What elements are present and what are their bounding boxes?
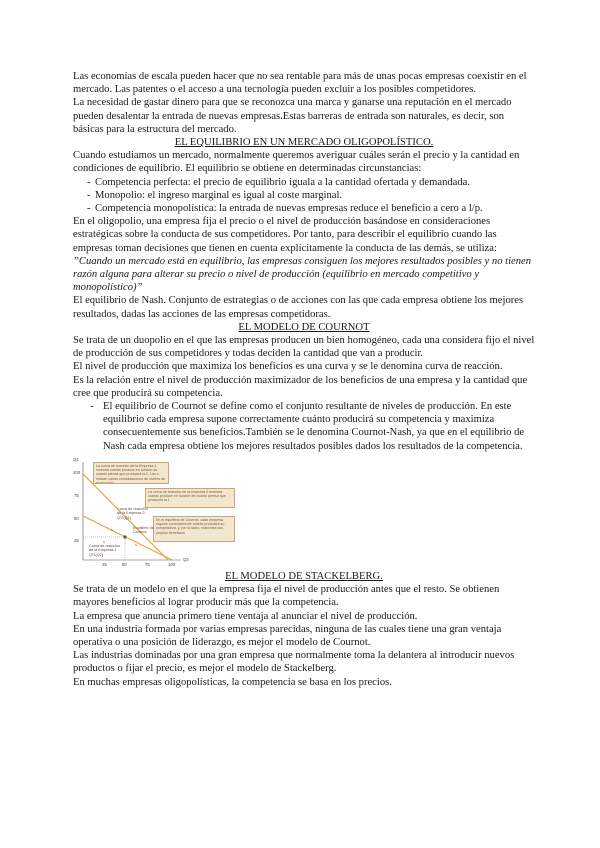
x-mark: x	[111, 526, 113, 532]
x-tick-label: 100	[168, 561, 176, 567]
stackelberg-paragraph-1: Se trata de un modelo en el que la empresa fija el nivel de producción antes que el resto. Se obtienen mayores beneficios al lograr producir más que la competencia.	[73, 584, 500, 609]
x-axis-label: Q2	[183, 556, 189, 562]
heading-equilibrio: EL EQUILIBRIO EN UN MERCADO OLIGOPOLÍSTICO.	[174, 137, 434, 149]
annotation-box-1: La curva de reacción de la Empresa 1 muestra cuánto produce en función de cuánto piensa que producirá la 2. Las x indican varias combinaciones de niveles de producción	[93, 462, 169, 484]
x-tick-label: 25	[102, 561, 107, 567]
y-tick-label: 50	[74, 515, 79, 521]
y-tick-label: 75	[74, 492, 79, 498]
y-tick-label: 25	[74, 537, 79, 543]
equilibrio-paragraph-2: En el oligopolio, una empresa fija el precio o el nivel de producción basándose en consideraciones estratégicas sobre la conducta de sus competidores. Por tanto, para describir el equilibrio cuando las empresas toman decisiones que tienen en cuenta explícitamente la conducta de las demás, se utiliza:	[73, 216, 497, 254]
stackelberg-paragraph-5: En muchas empresas oligopolísticas, la competencia se basa en los precios.	[73, 676, 392, 688]
stackelberg-paragraph-2: La empresa que anuncia primero tiene ventaja al anunciar el nivel de producción.	[73, 610, 418, 622]
y-axis-label: Q1	[73, 456, 79, 462]
annotation-box-2: La curva de reacción de la empresa 2 muestra cuánto produce en función de cuánto piensa que producirá la 1	[145, 488, 235, 508]
x-tick-label: 50	[122, 561, 127, 567]
list-item: - Competencia perfecta: el precio de equilibrio iguala a la cantidad ofertada y demandada.	[73, 176, 535, 189]
cournot-paragraph-2: El nivel de producción que maximiza los beneficios es una curva y se le denomina curva de reacción.	[73, 361, 503, 373]
list-item: - Competencia monopolística: la entrada de nuevas empresas reduce el beneficio a cero a l/p.	[73, 202, 535, 215]
intro-paragraph-1: Las economías de escala pueden hacer que no sea rentable para más de unas pocas empresas coexistir en el mercado. Las patentes o el acceso a una tecnología pueden excluir a los posibles competidores.	[73, 71, 527, 96]
y-tick-label: 100	[73, 469, 81, 475]
heading-stackelberg: EL MODELO DE STACKELBERG.	[225, 570, 383, 582]
stackelberg-paragraph-3: En una industria formada por varias empresas parecidas, ninguna de las cuales tiene una gran ventaja operativa o una posición de liderazgo, es mejor el modelo de Cournot.	[73, 623, 502, 648]
list-item: - El equilibrio de Cournot se define como el conjunto resultante de niveles de producción. En este equilibrio cada empresa supone correctamente cuánto producirá su competencia y maximiza consecuentemente sus beneficios.También se le denomina Cournot-Nash, ya que en el equilibrio de Nash cada empresa obtiene los mejores resultados posibles dados los resultados de la competencia.	[73, 400, 535, 453]
cournot-paragraph-1: Se trata de un duopolio en el que las empresas producen un bien homogéneo, cada una considera fijo el nivel de producción de sus competidores y todas deciden la cantidad que van a producir.	[73, 335, 535, 360]
label-curve-2: Curva de reacción de la Empresa 2 Q*2(Q1)	[117, 506, 148, 520]
x-mark: x	[135, 541, 137, 547]
intro-paragraph-2: La necesidad de gastar dinero para que se reconozca una marca y ganarse una reputación en el mercado pueden desalentar la entrada de nuevas empresas.Estas barreras de entrada son naturales, es decir, son básicas para la estructura del mercado.	[73, 97, 512, 135]
cournot-paragraph-3: Es la relación entre el nivel de producción maximizador de los beneficios de una empresa y la cantidad que cree que producirá su competencia.	[73, 374, 528, 399]
document-page	[73, 70, 535, 689]
label-equilibrium: Equilibrio de Cournot	[133, 525, 154, 535]
label-curve-1: Curva de reacción de la Empresa 1 Q*1(Q2)	[89, 543, 120, 557]
x-mark: x	[103, 538, 105, 544]
nash-paragraph: El equilibrio de Nash. Conjunto de estrategias o de acciones con las que cada empresa obtiene los mejores resultados, dadas las acciones de las empresas competidoras.	[73, 295, 524, 320]
x-tick-label: 75	[145, 561, 150, 567]
equilibrio-paragraph-1: Cuando estudiamos un mercado, normalmente queremos averiguar cuáles serán el precio y la cantidad en condiciones de equilibrio. El equilibrio se obtiene en determinadas circunstancias:	[73, 150, 520, 175]
list-item: - Monopolio: el ingreso marginal es igual al coste marginal.	[73, 189, 535, 202]
heading-cournot: EL MODELO DE COURNOT	[238, 321, 370, 333]
annotation-box-3: En el equilibrio de Cournot, cada empresa supone correctamente cuánto producirá su competidora, y, por lo tanto, maximiza sus propios beneficios	[153, 516, 235, 542]
equilibrio-quote: ”Cuando un mercado está en equilibrio, las empresas consiguen los mejores resultados posibles y no tienen razón alguna para alterar su precio o nivel de producción (equilibrio en mercado competitivo y monopolístico)”	[73, 255, 532, 294]
cournot-figure	[73, 456, 243, 568]
stackelberg-paragraph-4: Las industrias dominadas por una gran empresa que normalmente toma la delantera al introducir nuevos productos o fijar el precio, es mejor el modelo de Stackelberg.	[73, 650, 515, 675]
equilibrio-list	[73, 176, 535, 216]
cournot-list	[73, 400, 535, 453]
